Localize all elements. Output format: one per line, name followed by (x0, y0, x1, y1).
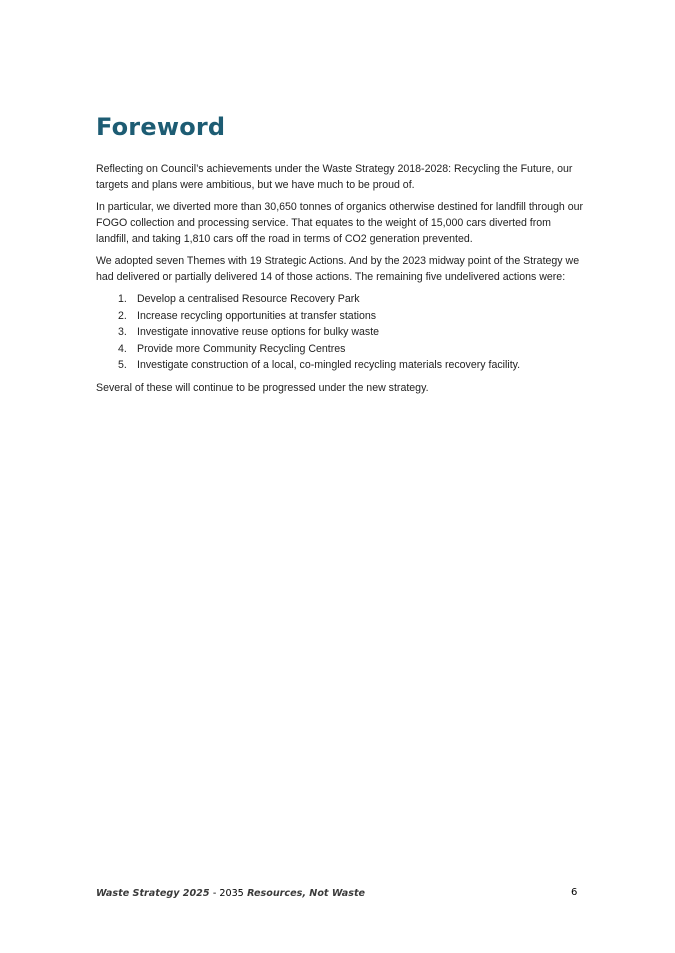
paragraph-organics: In particular, we diverted more than 30,650 tonnes of organics otherwise destined for landfill through our FOGO collection and processing service. That equates to the weight of 15,000 cars diverted from landfill, and taking 1,810 cars off the road in terms of CO2 generation prevented. (96, 201, 584, 245)
foreword-body (96, 161, 586, 402)
footer-title-start: Waste Strategy 2025 (96, 888, 213, 899)
page-number: 6 (571, 887, 578, 898)
footer-document-title (96, 888, 365, 899)
list-item-number: 1. (118, 293, 127, 305)
list-item (96, 341, 586, 358)
list-item-number: 5. (118, 359, 127, 371)
list-item (96, 291, 586, 308)
list-item-number: 3. (118, 326, 127, 338)
list-item-text: Investigate construction of a local, co-mingled recycling materials recovery facility. (137, 359, 521, 371)
footer-title-end: Resources, Not Waste (243, 888, 366, 899)
list-item-text: Investigate innovative reuse options for bulky waste (137, 326, 380, 338)
page-title: Foreword (96, 113, 226, 141)
list-item (96, 357, 586, 374)
list-item (96, 324, 586, 341)
paragraph-themes: We adopted seven Themes with 19 Strategic Actions. And by the 2023 midway point of the Strategy we had delivered or partially delivered 14 of those actions. The remaining five undelivered actions were: (96, 255, 580, 283)
list-item-text: Develop a centralised Resource Recovery Park (137, 293, 360, 305)
list-item-number: 2. (118, 309, 127, 322)
list-item (96, 308, 586, 325)
list-item-text: Increase recycling opportunities at transfer stations (137, 309, 377, 322)
list-item-text: Provide more Community Recycling Centres (137, 342, 346, 355)
paragraph-intro: Reflecting on Council’s achievements under the Waste Strategy 2018-2028: Recycling the Future, our targets and plans were ambitious, but we have much to be proud of. (96, 163, 573, 191)
list-item-number: 4. (118, 342, 127, 355)
footer-title-range: - 2035 (212, 888, 244, 899)
paragraph-closing: Several of these will continue to be progressed under the new strategy. (96, 381, 429, 394)
undelivered-actions-list (96, 291, 586, 374)
